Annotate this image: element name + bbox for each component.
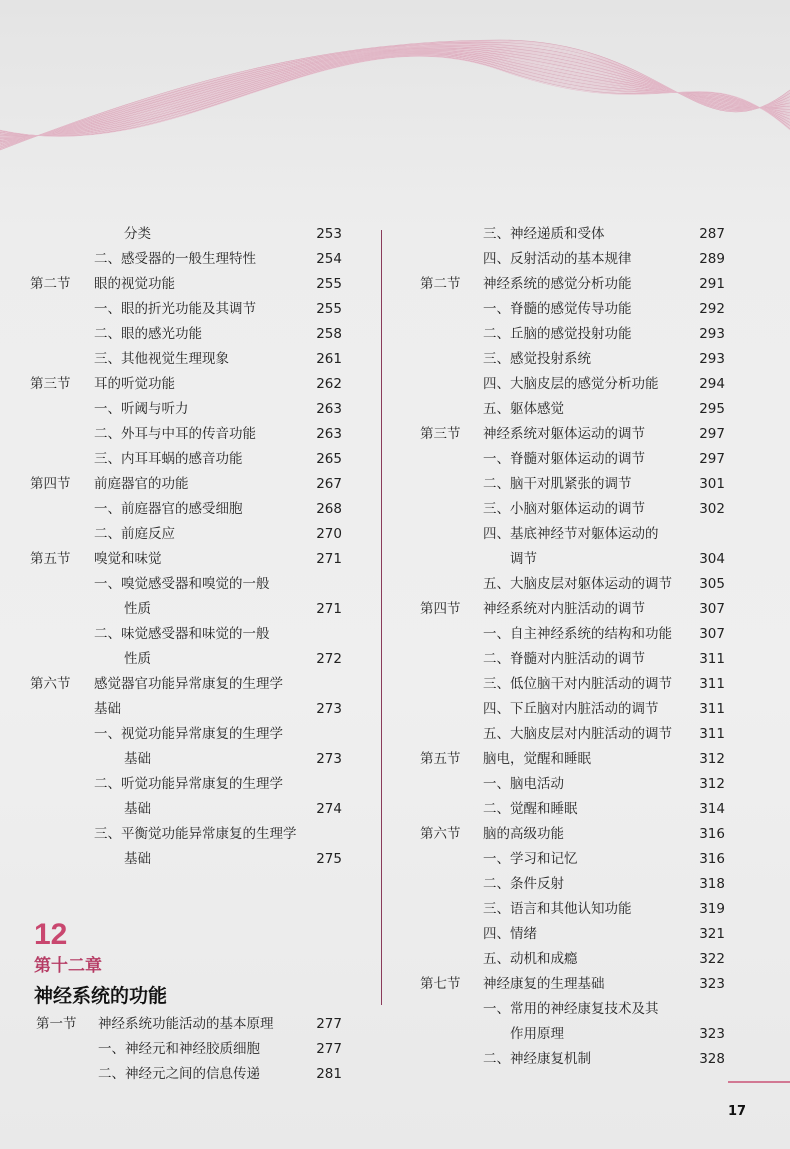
toc-entry [420,772,725,797]
entry-title: 分类 [124,226,151,242]
entry-title: 一、嗅觉感受器和嗅觉的一般 [94,576,270,592]
page-ref: 307 [699,626,725,642]
toc-entry [420,372,725,397]
toc-left-column [30,222,342,872]
entry-title: 四、下丘脑对内脏活动的调节 [483,701,659,717]
toc-entry [420,347,725,372]
toc-entry [420,1022,725,1047]
toc-entry [30,547,342,572]
entry-title: 四、基底神经节对躯体运动的 [483,526,659,542]
entry-title: 二、眼的感光功能 [94,326,202,342]
page-ref: 289 [699,251,725,267]
page-ref: 295 [699,401,725,417]
toc-entry [420,822,725,847]
page-ref: 273 [316,701,342,717]
entry-title: 基础 [124,801,151,817]
toc-entry [36,1062,342,1087]
page-ref: 321 [699,926,725,942]
toc-entry [420,297,725,322]
toc-entry [30,597,342,622]
page-ref: 263 [316,401,342,417]
page-ref: 322 [699,951,725,967]
page-ref: 263 [316,426,342,442]
page-ref: 291 [699,276,725,292]
toc-entry [30,797,342,822]
page-ref: 294 [699,376,725,392]
page-ref: 281 [316,1066,342,1082]
toc-entry [30,222,342,247]
page-ref: 328 [699,1051,725,1067]
toc-entry [420,497,725,522]
entry-title: 基础 [124,851,151,867]
entry-title: 一、脊髓的感觉传导功能 [483,301,632,317]
footer-rule [728,1081,790,1083]
page-ref: 301 [699,476,725,492]
entry-title: 二、丘脑的感觉投射功能 [483,326,632,342]
entry-title: 前庭器官的功能 [94,476,189,492]
toc-entry [30,772,342,797]
page-ref: 277 [316,1041,342,1057]
entry-title: 性质 [124,651,151,667]
toc-entry [30,722,342,747]
page-ref: 254 [316,251,342,267]
toc-entry [420,672,725,697]
entry-title: 一、常用的神经康复技术及其 [483,1001,659,1017]
page-ref: 270 [316,526,342,542]
section-label: 第六节 [420,826,461,842]
toc-entry [420,647,725,672]
entry-title: 脑的高级功能 [483,826,564,842]
section-label: 第四节 [30,476,71,492]
toc-entry [420,572,725,597]
toc-entry [30,572,342,597]
entry-title: 一、眼的折光功能及其调节 [94,301,256,317]
page-ref: 255 [316,276,342,292]
page-ref: 316 [699,851,725,867]
toc-entry [420,897,725,922]
page-ref: 311 [699,726,725,742]
entry-title: 基础 [124,751,151,767]
entry-title: 三、平衡觉功能异常康复的生理学 [94,826,297,842]
section-label: 第五节 [420,751,461,767]
section-label: 第四节 [420,601,461,617]
toc-entry [30,247,342,272]
page-ref: 297 [699,451,725,467]
entry-title: 五、大脑皮层对内脏活动的调节 [483,726,672,742]
page-ref: 274 [316,801,342,817]
entry-title: 神经系统对内脏活动的调节 [483,601,645,617]
page-ref: 293 [699,351,725,367]
toc-entry [420,522,725,547]
page-ref: 262 [316,376,342,392]
page-ref: 277 [316,1016,342,1032]
page-ref: 261 [316,351,342,367]
page-ref: 318 [699,876,725,892]
entry-title: 一、脊髓对躯体运动的调节 [483,451,645,467]
toc-entry [420,797,725,822]
toc-entry [420,947,725,972]
page-ref: 267 [316,476,342,492]
page-ref: 272 [316,651,342,667]
entry-title: 二、神经康复机制 [483,1051,591,1067]
section-label: 第三节 [30,376,71,392]
toc-entry [30,322,342,347]
page-ref: 287 [699,226,725,242]
entry-title: 一、视觉功能异常康复的生理学 [94,726,283,742]
toc-entry [30,372,342,397]
page-ref: 316 [699,826,725,842]
entry-title: 五、大脑皮层对躯体运动的调节 [483,576,672,592]
section-label: 第五节 [30,551,71,567]
entry-title: 四、反射活动的基本规律 [483,251,632,267]
page-ref: 312 [699,776,725,792]
page-ref: 297 [699,426,725,442]
toc-entry [30,297,342,322]
wave-line [0,49,790,141]
toc-right-column [420,222,725,1072]
section-label: 第七节 [420,976,461,992]
toc-entry [420,697,725,722]
wave-line [0,43,790,148]
entry-title: 二、条件反射 [483,876,564,892]
page-ref: 323 [699,976,725,992]
section-label: 第三节 [420,426,461,442]
entry-title: 一、脑电活动 [483,776,564,792]
entry-title: 三、低位脑干对内脏活动的调节 [483,676,672,692]
entry-title: 三、小脑对躯体运动的调节 [483,501,645,517]
entry-title: 神经系统的感觉分析功能 [483,276,632,292]
toc-entry [30,647,342,672]
entry-title: 四、大脑皮层的感觉分析功能 [483,376,659,392]
page-ref: 273 [316,751,342,767]
entry-title: 二、脊髓对内脏活动的调节 [483,651,645,667]
chapter-heading [34,918,354,1010]
chapter-entries [36,1012,342,1087]
column-divider [381,230,382,1005]
wave-line [0,42,790,148]
entry-title: 神经系统对躯体运动的调节 [483,426,645,442]
toc-entry [420,622,725,647]
entry-title: 神经系统功能活动的基本原理 [98,1016,274,1032]
toc-entry [420,447,725,472]
toc-entry [420,722,725,747]
entry-title: 二、外耳与中耳的传音功能 [94,426,256,442]
chapter-label: 第十二章 [34,956,102,976]
page-ref: 253 [316,226,342,242]
entry-title: 五、躯体感觉 [483,401,564,417]
page-ref: 311 [699,701,725,717]
toc-entry [30,422,342,447]
page-ref: 304 [699,551,725,567]
entry-title: 耳的听觉功能 [94,376,175,392]
toc-entry [30,822,342,847]
entry-title: 三、语言和其他认知功能 [483,901,632,917]
page-ref: 268 [316,501,342,517]
section-label: 第六节 [30,676,71,692]
toc-entry [420,547,725,572]
page-ref: 292 [699,301,725,317]
entry-title: 眼的视觉功能 [94,276,175,292]
entry-title: 二、感受器的一般生理特性 [94,251,256,267]
toc-entry [36,1012,342,1037]
page-ref: 312 [699,751,725,767]
entry-title: 三、内耳耳蜗的感音功能 [94,451,243,467]
entry-title: 一、听阈与听力 [94,401,189,417]
page-ref: 311 [699,676,725,692]
toc-entry [420,597,725,622]
toc-entry [30,522,342,547]
entry-title: 四、情绪 [483,926,537,942]
entry-title: 二、觉醒和睡眠 [483,801,578,817]
entry-title: 二、味觉感受器和味觉的一般 [94,626,270,642]
toc-entry [30,447,342,472]
entry-title: 脑电，觉醒和睡眠 [483,751,591,767]
decorative-wave-pattern [0,0,790,210]
toc-entry [420,1047,725,1072]
entry-title: 基础 [94,701,121,717]
entry-title: 一、学习和记忆 [483,851,578,867]
entry-title: 二、前庭反应 [94,526,175,542]
toc-entry [420,747,725,772]
page-ref: 302 [699,501,725,517]
page-ref: 323 [699,1026,725,1042]
toc-entry [420,222,725,247]
toc-entry [30,622,342,647]
entry-title: 一、自主神经系统的结构和功能 [483,626,672,642]
toc-entry [30,397,342,422]
entry-title: 三、感觉投射系统 [483,351,591,367]
toc-entry [30,847,342,872]
toc-entry [420,472,725,497]
page-ref: 271 [316,601,342,617]
toc-entry [420,872,725,897]
page-ref: 311 [699,651,725,667]
toc-entry [36,1037,342,1062]
entry-title: 神经康复的生理基础 [483,976,605,992]
entry-title: 二、神经元之间的信息传递 [98,1066,260,1082]
toc-entry [30,497,342,522]
entry-title: 二、脑干对肌紧张的调节 [483,476,632,492]
page-ref: 319 [699,901,725,917]
toc-entry [420,247,725,272]
toc-entry [30,747,342,772]
page-ref: 265 [316,451,342,467]
toc-entry [420,972,725,997]
toc-entry [420,272,725,297]
entry-title: 二、听觉功能异常康复的生理学 [94,776,283,792]
wave-line [0,43,790,147]
entry-title: 作用原理 [510,1026,564,1042]
page-ref: 258 [316,326,342,342]
entry-title: 五、动机和成瘾 [483,951,578,967]
chapter-title: 神经系统的功能 [34,985,168,1007]
page-number: 17 [728,1104,747,1119]
page-ref: 293 [699,326,725,342]
entry-title: 三、神经递质和受体 [483,226,605,242]
entry-title: 调节 [510,551,537,567]
page-ref: 314 [699,801,725,817]
toc-entry [420,997,725,1022]
page-ref: 275 [316,851,342,867]
toc-entry [30,672,342,697]
section-label: 第一节 [36,1016,77,1032]
entry-title: 性质 [124,601,151,617]
toc-entry [420,397,725,422]
toc-entry [30,472,342,497]
section-label: 第二节 [30,276,71,292]
entry-title: 感觉器官功能异常康复的生理学 [94,676,283,692]
chapter-number: 12 [34,918,68,951]
entry-title: 三、其他视觉生理现象 [94,351,229,367]
page-ref: 255 [316,301,342,317]
toc-entry [420,322,725,347]
page-ref: 307 [699,601,725,617]
toc-entry [420,422,725,447]
entry-title: 一、前庭器官的感受细胞 [94,501,243,517]
page-ref: 305 [699,576,725,592]
toc-entry [30,272,342,297]
page-ref: 271 [316,551,342,567]
entry-title: 嗅觉和味觉 [94,551,162,567]
toc-entry [30,347,342,372]
entry-title: 一、神经元和神经胶质细胞 [98,1041,260,1057]
toc-entry [420,922,725,947]
section-label: 第二节 [420,276,461,292]
toc-entry [420,847,725,872]
toc-entry [30,697,342,722]
